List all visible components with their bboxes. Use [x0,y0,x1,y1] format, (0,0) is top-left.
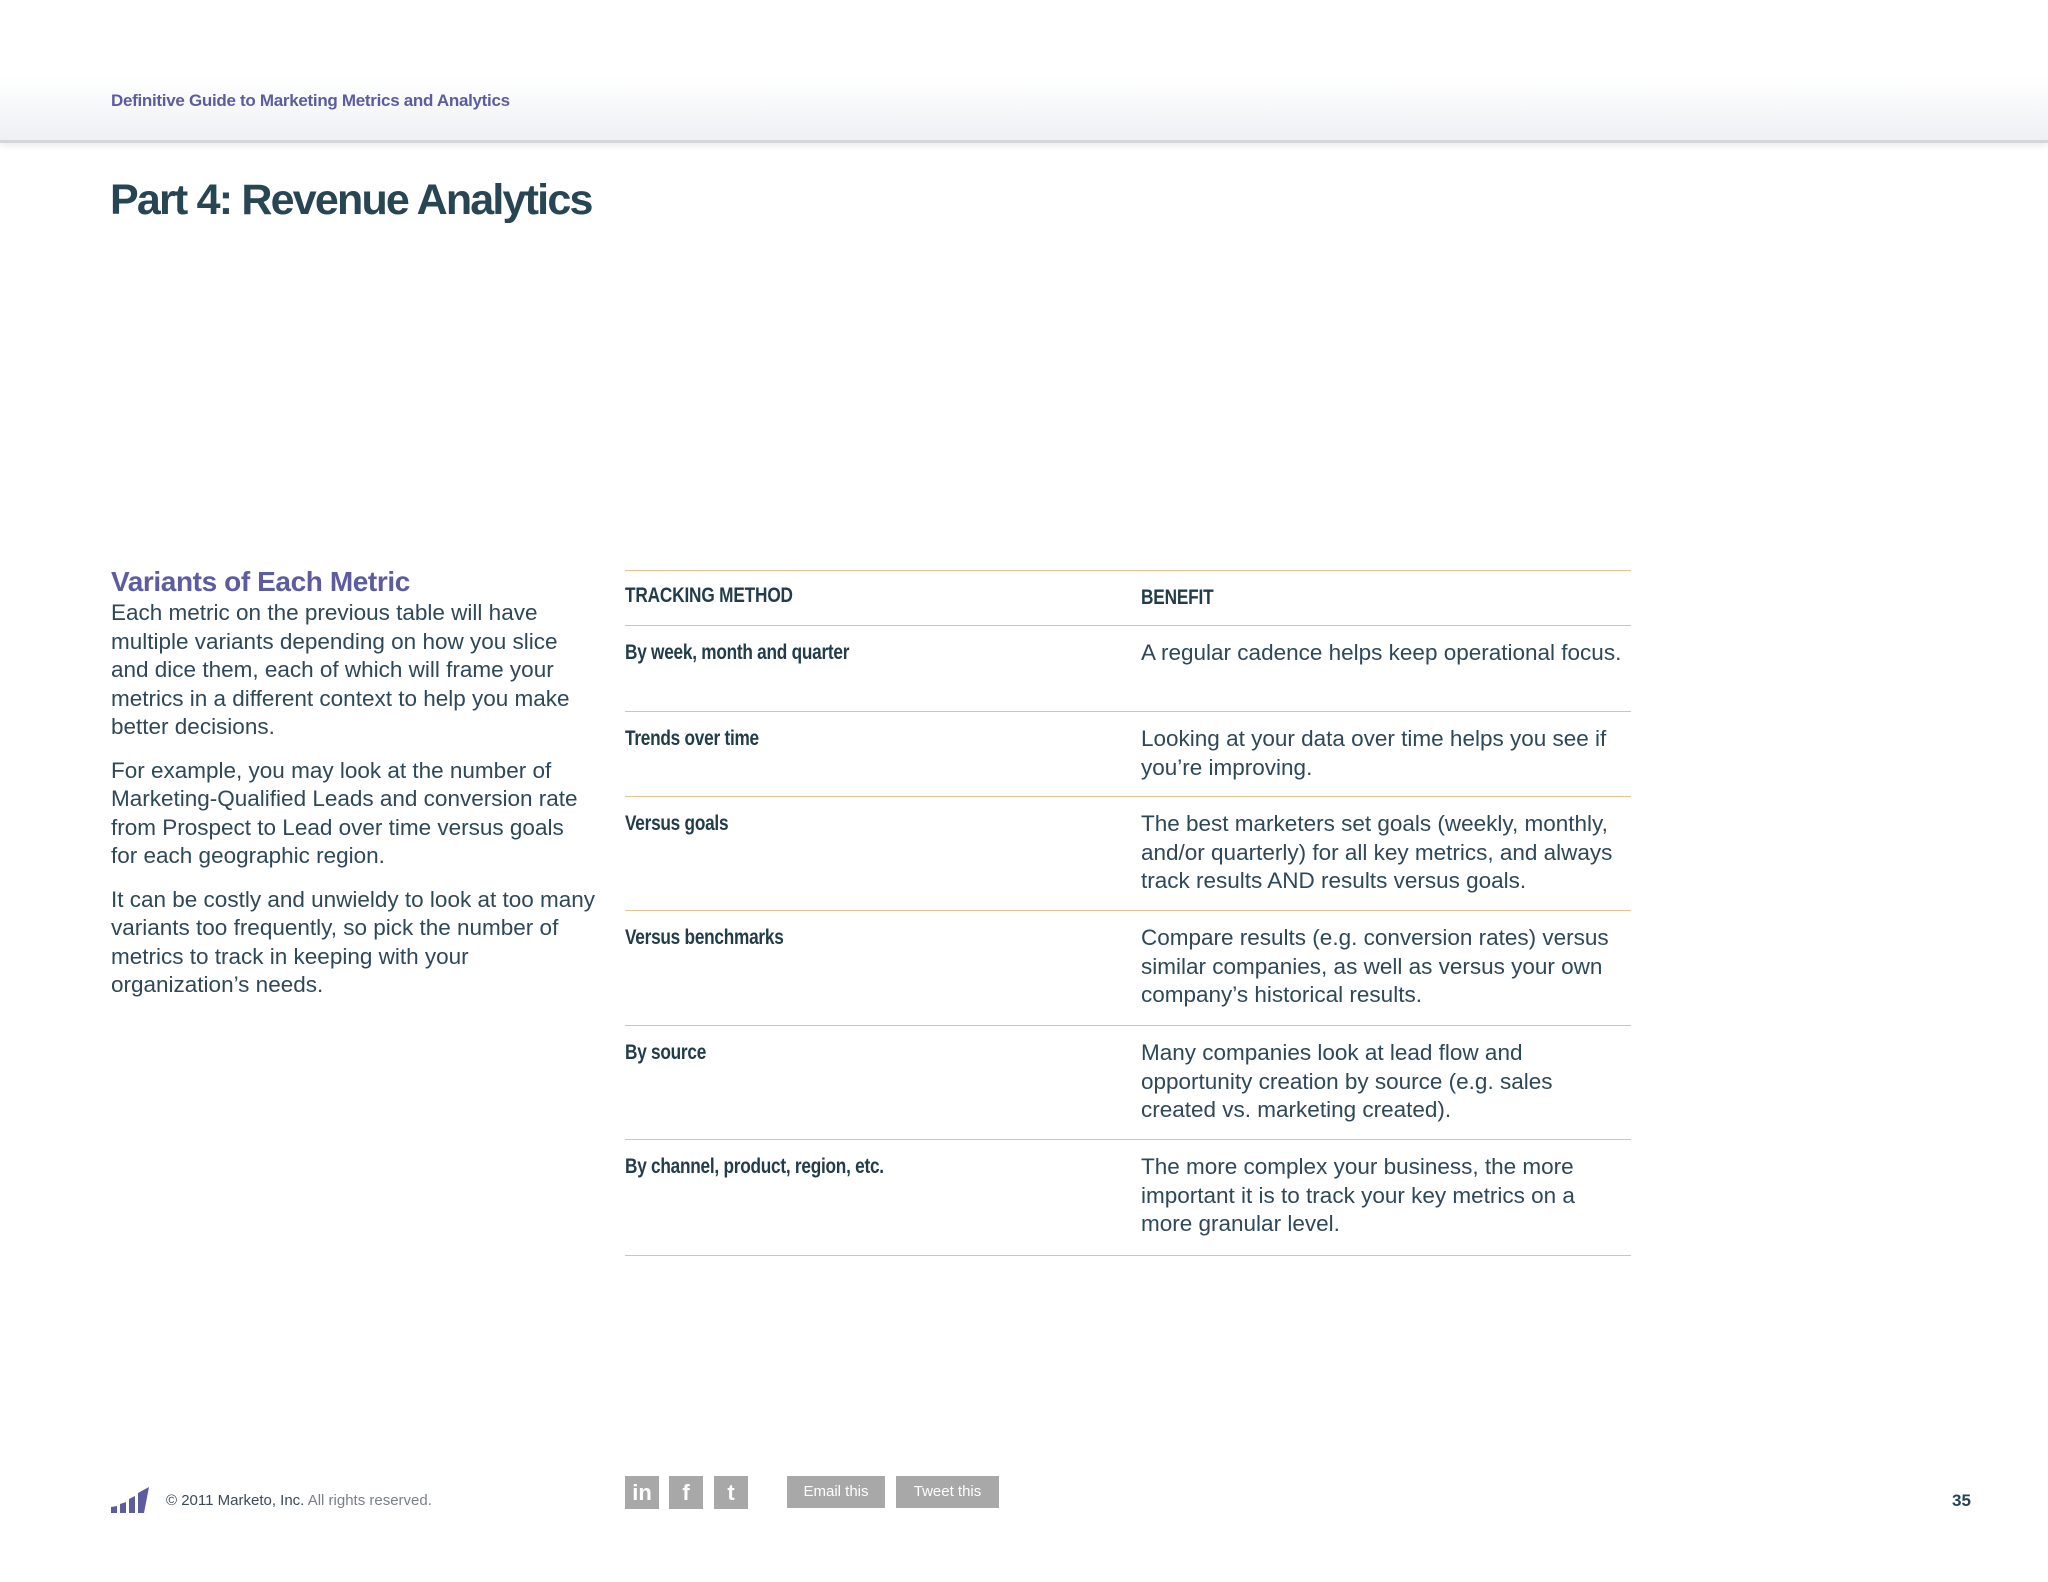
tracking-method-cell: Versus goals [625,812,729,835]
copyright-notice [166,1492,432,1509]
sidebar-text [111,565,596,1015]
column-header-benefit: BENEFIT [1141,586,1214,609]
table-row [625,1026,1631,1140]
benefit-cell: A regular cadence helps keep operational focus. [1141,640,1622,665]
table-row [625,1140,1631,1256]
tracking-method-cell: Trends over time [625,727,759,750]
page-number: 35 [1952,1491,1971,1510]
linkedin-icon[interactable]: in [625,1476,659,1509]
table-header-row [625,571,1631,626]
tracking-method-cell: By channel, product, region, etc. [625,1155,884,1178]
section-heading: Variants of Each Metric [111,566,410,597]
benefit-cell: The best marketers set goals (weekly, monthly, and/or quarterly) for all key metrics, and always track results AND results versus goals. [1141,811,1613,893]
tracking-method-cell: By source [625,1041,707,1064]
document-title: Definitive Guide to Marketing Metrics and Analytics [111,91,510,110]
benefit-cell: Looking at your data over time helps you see if you’re improving. [1141,726,1607,780]
table-row [625,626,1631,712]
tracking-method-cell: Versus benchmarks [625,926,784,949]
benefit-cell: Many companies look at lead flow and opportunity creation by source (e.g. sales created vs. marketing created). [1141,1040,1553,1122]
table-row [625,712,1631,797]
column-header-tracking-method: TRACKING METHOD [625,584,793,607]
table-row [625,797,1631,911]
tweet-this-button[interactable]: Tweet this [896,1476,999,1508]
email-this-button[interactable]: Email this [787,1476,885,1508]
paragraph: It can be costly and unwieldy to look at too many variants too frequently, so pick the number of metrics to track in keeping with your organization’s needs. [111,886,596,997]
rights-text: All rights reserved. [307,1492,432,1509]
facebook-icon[interactable]: f [669,1476,703,1509]
paragraph: Each metric on the previous table will have multiple variants depending on how you slice and dice them, each of which will frame your metrics in a different context to help you make better decisions. [111,600,570,739]
tracking-method-cell: By week, month and quarter [625,641,850,664]
table-row [625,911,1631,1026]
twitter-icon[interactable]: t [714,1476,748,1509]
benefit-cell: The more complex your business, the more important it is to track your key metrics on a more granular level. [1141,1154,1575,1236]
marketo-logo-icon [111,1487,149,1513]
tracking-methods-table [625,570,1631,1256]
benefit-cell: Compare results (e.g. conversion rates) versus similar companies, as well as versus your own company’s historical results. [1141,925,1609,1007]
header-bar [0,0,2048,143]
copyright-text: © 2011 Marketo, Inc. [166,1492,305,1509]
page-title: Part 4: Revenue Analytics [110,176,592,224]
paragraph: For example, you may look at the number of Marketing-Qualified Leads and conversion rate from Prospect to Lead over time versus goals for each geographic region. [111,757,578,868]
